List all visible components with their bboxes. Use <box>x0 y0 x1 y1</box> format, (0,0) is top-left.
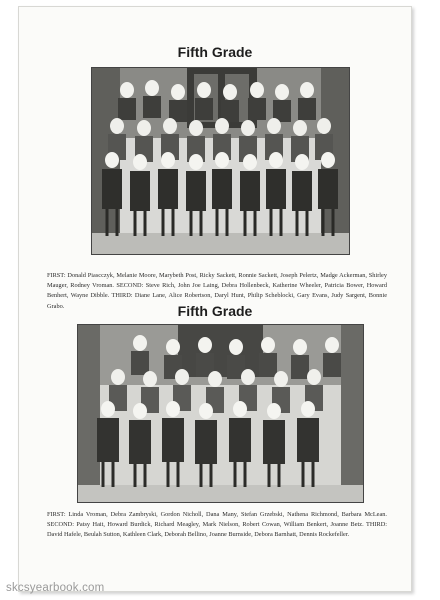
class-photo-2 <box>77 324 364 503</box>
class-photo-1 <box>91 67 350 255</box>
section-1-caption: FIRST: Donald Piascczyk, Melanie Moore, Marybeth Post, Ricky Sackett, Ronnie Sackett, Joseph Pelertz, Madge Ackerman, Shirley Mauger, Rodney Vroman. SECOND: Steve Rich, John Joe Laing, Debra Hollenbeck, Katherine Wheeler, Patricia Bower, Howard Benhert, Wayne Dibble. THIRD: Diane Lane, Alice Robertson, Daryl Hunt, Philip Scheblocki, Gary Evans, Judy Sargent, Bonnie Grabo. <box>47 272 387 310</box>
section-1-title: Fifth Grade <box>177 44 253 60</box>
watermark: skcsyearbook.com <box>6 582 105 594</box>
yearbook-page <box>18 6 412 592</box>
section-2-title: Fifth Grade <box>177 303 253 319</box>
section-2-caption: FIRST: Linda Vroman, Debra Zambryski, Gordon Nicholl, Dana Many, Stefan Grzebski, Nathena Richmond, Barbara McLean. SECOND: Patsy Hait, Howard Burdick, Richard Meagley, Mark Nielson, Robert Cowan, William Benkert, Joanne Betz. THIRD: David Hafele, Beulah Sutton, Kathleen Clark, Deborah Bellino, Joanne Burnside, Debora Barnhatt, Dennis Rockefeller. <box>47 511 387 539</box>
